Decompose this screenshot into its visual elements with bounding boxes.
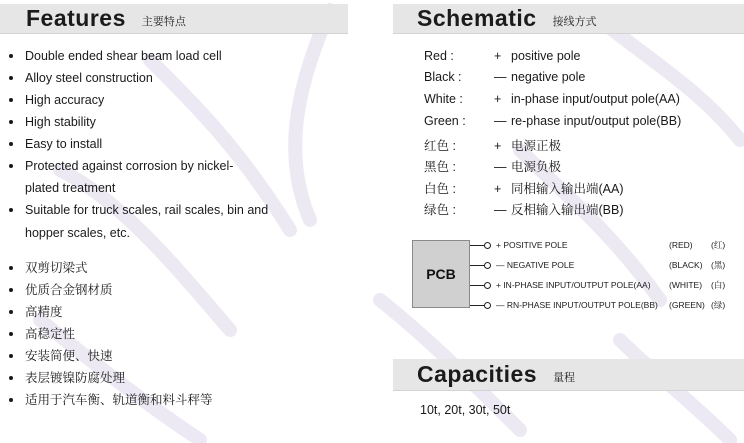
feature-item-cn: 双剪切梁式	[0, 257, 330, 279]
polarity-symbol: +	[494, 182, 502, 196]
diagram-wire-color-cn: (红)	[711, 240, 726, 250]
feature-item: Suitable for truck scales, rail scales, bin and hopper scales, etc.	[0, 199, 295, 245]
capacities-subtitle: 量程	[553, 372, 576, 384]
wire-line	[470, 285, 485, 286]
wire-row-cn	[424, 180, 624, 198]
wire-row-en	[424, 90, 680, 108]
wire-row-cn	[424, 158, 561, 176]
polarity-symbol: +	[494, 92, 502, 106]
feature-item-cn: 适用于汽车衡、轨道衡和料斗秤等	[0, 389, 330, 411]
schematic-title: Schematic	[417, 5, 537, 31]
wire-row-en	[424, 112, 681, 130]
features-title: Features	[26, 5, 126, 31]
feature-item: Protected against corrosion by nickel-plated treatment	[0, 155, 255, 199]
feature-item-cn: 安装简便、快速	[0, 345, 330, 367]
polarity-symbol: +	[494, 139, 502, 153]
wire-description: 电源负极	[511, 160, 562, 174]
pcb-label: PCB	[426, 266, 456, 282]
feature-item-cn: 优质合金钢材质	[0, 279, 330, 301]
diagram-wire-color-cn: (白)	[711, 280, 726, 290]
wire-line	[470, 265, 485, 266]
wire-line	[470, 305, 485, 306]
wire-row-en	[424, 47, 581, 65]
feature-item-cn: 表层镀镍防腐处理	[0, 367, 330, 389]
diagram-wire-text: + IN-PHASE INPUT/OUTPUT POLE(AA)	[496, 280, 651, 290]
feature-item: Double ended shear beam load cell	[0, 45, 330, 67]
wire-description: positive pole	[511, 49, 581, 63]
wire-description: 电源正极	[511, 139, 562, 153]
feature-item: High accuracy	[0, 89, 330, 111]
features-list	[0, 45, 330, 411]
capacities-value: 10t, 20t, 30t, 50t	[420, 403, 511, 417]
polarity-symbol: —	[494, 160, 507, 174]
wire-color-label: White :	[424, 92, 463, 106]
wire-row-en	[424, 68, 585, 86]
diagram-wire-color-cn: (绿)	[711, 300, 726, 310]
polarity-symbol: —	[494, 114, 507, 128]
feature-item-cn: 高稳定性	[0, 323, 330, 345]
diagram-wire-text: + POSITIVE POLE	[496, 240, 568, 250]
feature-item: High stability	[0, 111, 330, 133]
wire-color-label: 绿色 :	[424, 203, 456, 217]
wire-color-label: 白色 :	[424, 182, 456, 196]
wire-color-label: Black :	[424, 70, 462, 84]
wire-row-cn	[424, 201, 624, 219]
diagram-wire-text: — NEGATIVE POLE	[496, 260, 575, 270]
feature-item: Easy to install	[0, 133, 330, 155]
features-header	[0, 4, 348, 34]
diagram-wire	[470, 299, 740, 311]
capacities-title: Capacities	[417, 361, 538, 387]
diagram-wire-color: (BLACK)	[669, 260, 703, 270]
diagram-wire	[470, 239, 740, 251]
wire-description: re-phase input/output pole(BB)	[511, 114, 682, 128]
schematic-subtitle: 接线方式	[552, 16, 597, 28]
wire-color-label: Red :	[424, 49, 454, 63]
terminal-icon	[484, 262, 491, 269]
diagram-wire-color: (GREEN)	[669, 300, 705, 310]
wire-row-cn	[424, 137, 561, 155]
wire-color-label: 红色 :	[424, 139, 456, 153]
pcb-box	[412, 240, 470, 308]
polarity-symbol: +	[494, 49, 502, 63]
feature-item: Alloy steel construction	[0, 67, 330, 89]
wire-description: 反相输入输出端(BB)	[511, 203, 624, 217]
terminal-icon	[484, 242, 491, 249]
wire-description: in-phase input/output pole(AA)	[511, 92, 680, 106]
polarity-symbol: —	[494, 203, 507, 217]
features-subtitle: 主要特点	[141, 16, 186, 28]
terminal-icon	[484, 282, 491, 289]
wire-line	[470, 245, 485, 246]
wire-description: negative pole	[511, 70, 586, 84]
diagram-wire	[470, 259, 740, 271]
terminal-icon	[484, 302, 491, 309]
wire-description: 同相输入输出端(AA)	[511, 182, 624, 196]
diagram-wire-color: (WHITE)	[669, 280, 703, 290]
polarity-symbol: —	[494, 70, 507, 84]
diagram-wire	[470, 279, 740, 291]
diagram-wire-color: (RED)	[669, 240, 693, 250]
diagram-wire-text: — RN-PHASE INPUT/OUTPUT POLE(BB)	[496, 300, 658, 310]
schematic-header	[393, 4, 744, 34]
feature-item-cn: 高精度	[0, 301, 330, 323]
wire-color-label: Green :	[424, 114, 466, 128]
diagram-wire-color-cn: (黑)	[711, 260, 726, 270]
capacities-header	[393, 359, 744, 391]
wire-color-label: 黑色 :	[424, 160, 456, 174]
